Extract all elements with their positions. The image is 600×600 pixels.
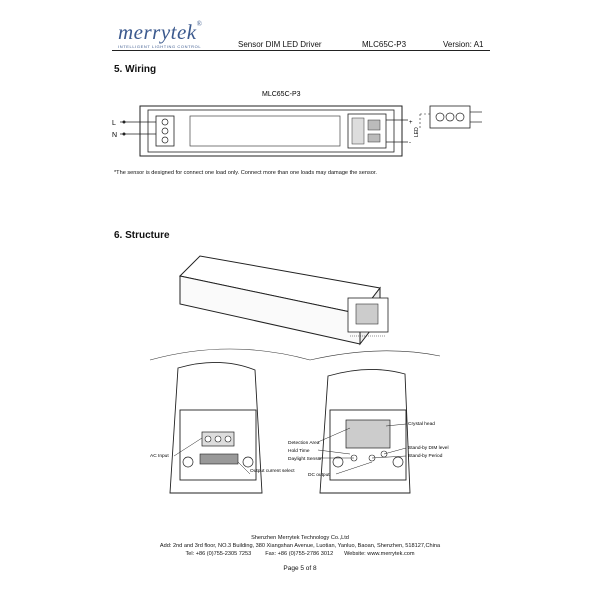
sensor-panel [346,420,390,448]
section-structure-heading: 6. Structure [114,230,170,241]
header-model: MLC65C-P3 [362,40,407,49]
page-number: Page 5 of 8 [283,565,317,572]
wiring-diagram [110,84,500,164]
wiring-note: *The sensor is designed for connect one load only. Connect more than one loads may damage the sensor. [114,170,377,176]
header-rule [112,50,490,51]
output-current-switch [200,454,238,464]
label-crystal-head: Crystal head [408,422,435,427]
brand-name: merrytek [118,20,197,44]
footer-company: Shenzhen Merrytek Technology Co.,Ltd [251,535,349,541]
label-dc-output: DC output [308,473,330,478]
output-led-label: LED [414,127,420,137]
label-output-current-select: Output current select [250,469,295,474]
label-detection-area: Detection Area [288,441,320,446]
footer-fax: Fax: +86 (0)755-2786 3012 [265,551,334,557]
driver-label-area [190,116,340,146]
footer-contacts [0,550,600,558]
ac-terminal-block [156,116,174,146]
header-product: Sensor DIM LED Driver [238,40,322,49]
section-wiring-heading: 5. Wiring [114,64,157,75]
structure-drawing [110,248,500,510]
footer-tel: Tel: +86 (0)755-2305 7253 [185,551,252,557]
label-hold-time: Hold Time [288,449,310,454]
output-minus-label: - [409,140,411,146]
header-version: Version: A1 [443,40,484,49]
footer-address: Add: 2nd and 3rd floor, NO.3 Building, 380 Xiangshan Avenue, Luotian, Yanluo, Baoan, Shenzhen, 518127,China [159,543,441,549]
footer [0,534,600,558]
footer-web: Website: www.merrytek.com [344,551,415,557]
brand-tagline: INTELLIGENT LIGHTING CONTROL [118,44,202,49]
brand-logo [118,20,202,45]
wiring-model-label: MLC65C-P3 [262,91,301,98]
input-l-label: L [112,120,116,127]
label-ac-input: AC Input [150,454,169,459]
label-standby-dim-level: Stand-by DIM level [408,446,449,451]
label-daylight-sensor: Daylight Sensor [288,457,322,462]
label-standby-period: Stand-by Period [408,454,443,459]
output-plus-label: + [409,120,413,126]
brand-registered-mark: ® [196,20,203,28]
input-n-label: N [112,132,118,139]
